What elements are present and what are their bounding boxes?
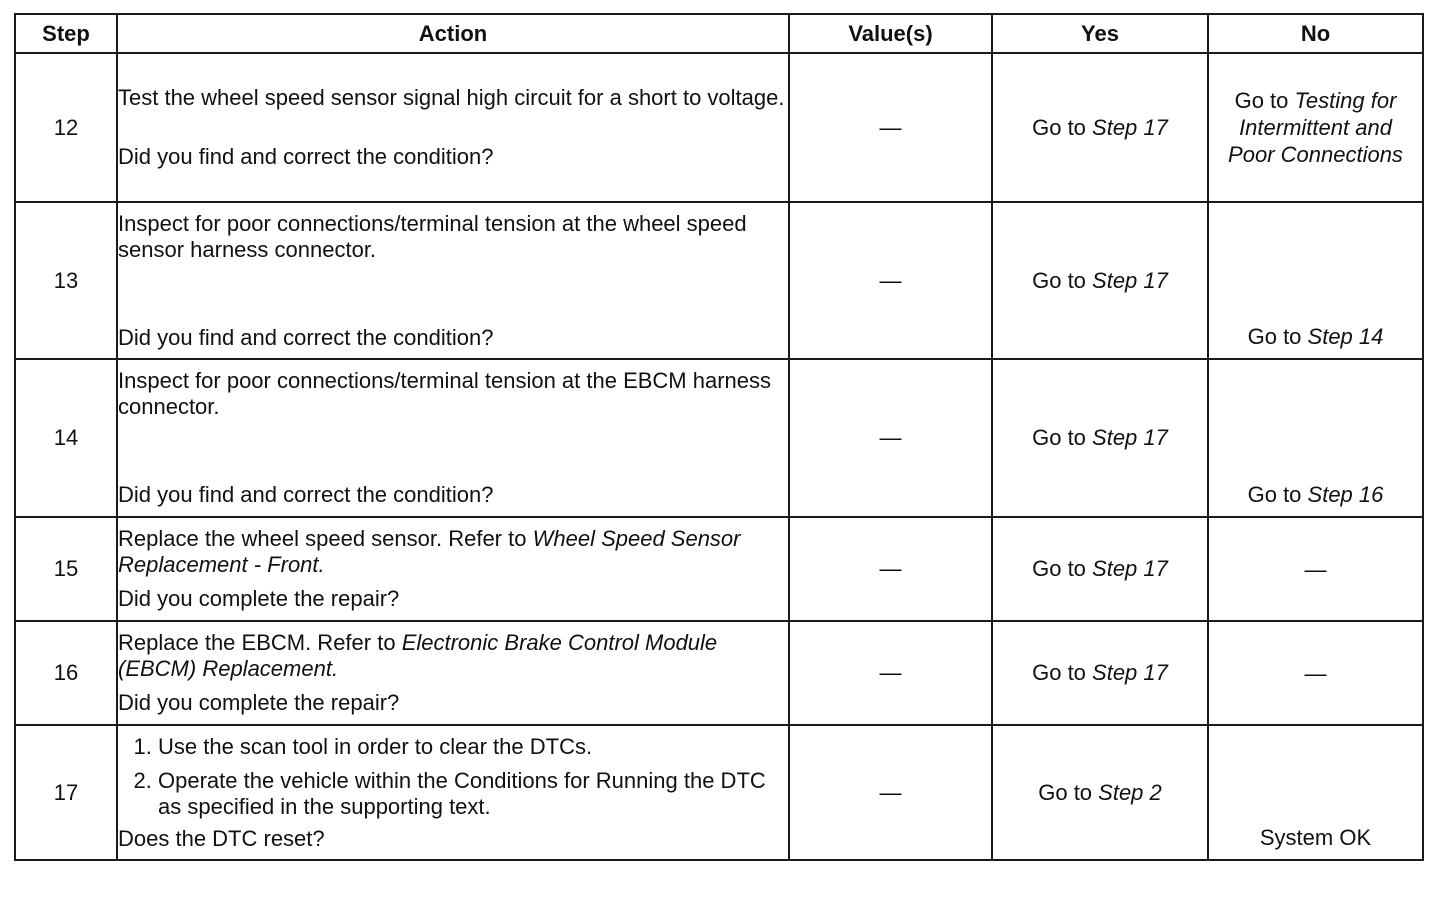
yes-step-link[interactable]: Step 2 (1098, 779, 1162, 805)
no-cell (1208, 202, 1423, 359)
step-number: 14 (15, 359, 117, 517)
yes-prefix: Go to (1032, 114, 1093, 140)
yes-step-link[interactable]: Step 17 (1092, 114, 1168, 140)
value-cell: — (789, 517, 992, 621)
yes-prefix: Go to (1032, 660, 1093, 685)
action-cell (117, 621, 789, 725)
action-text (118, 526, 788, 578)
yes-cell (992, 621, 1208, 725)
action-cell (117, 725, 789, 860)
header-no: No (1208, 14, 1423, 53)
yes-cell (992, 517, 1208, 621)
step-number: 16 (15, 621, 117, 725)
header-values: Value(s) (789, 14, 992, 53)
no-cell: — (1208, 517, 1423, 621)
yes-step-link[interactable]: Step 17 (1092, 660, 1168, 685)
yes-prefix: Go to (1032, 556, 1093, 581)
step-number: 15 (15, 517, 117, 621)
header-row (15, 14, 1423, 53)
table-row-step-13 (15, 202, 1423, 359)
header-step: Step (15, 14, 117, 53)
yes-cell (992, 725, 1208, 860)
yes-prefix: Go to (1032, 267, 1093, 293)
action-cell (117, 359, 789, 517)
no-prefix: Go to (1247, 324, 1308, 349)
no-cell: — (1208, 621, 1423, 725)
action-text-suffix: . (331, 656, 339, 681)
value-cell: — (789, 359, 992, 517)
yes-prefix: Go to (1038, 779, 1099, 805)
diagnostic-table (14, 13, 1424, 861)
action-text-lead: Replace the EBCM. Refer to (118, 630, 402, 655)
action-text: Inspect for poor connections/terminal tension at the EBCM harness connector. (118, 368, 772, 419)
header-action: Action (117, 14, 789, 53)
list-item: 1. Use the scan tool in order to clear the DTCs. (158, 734, 788, 760)
no-step-link[interactable]: Step 16 (1307, 482, 1384, 507)
yes-step-link[interactable]: Step 17 (1092, 267, 1168, 293)
action-question: Does the DTC reset? (118, 825, 325, 851)
action-question: Did you complete the repair? (118, 586, 400, 611)
action-question: Did you find and correct the condition? (118, 144, 494, 169)
value-cell: — (789, 725, 992, 860)
no-cell: System OK (1208, 725, 1423, 860)
action-text-suffix: . (318, 552, 325, 577)
yes-cell (992, 202, 1208, 359)
table-row-step-16 (15, 621, 1423, 725)
action-question: Did you find and correct the condition? (118, 482, 494, 507)
value-cell: — (789, 53, 992, 202)
yes-step-link[interactable]: Step 17 (1092, 556, 1168, 581)
action-text (118, 630, 788, 682)
yes-step-link[interactable]: Step 17 (1092, 425, 1168, 450)
no-step-link[interactable]: Step 14 (1307, 324, 1384, 349)
yes-cell (992, 53, 1208, 202)
no-prefix: Go to (1247, 482, 1308, 507)
action-reference-link[interactable]: Wheel Speed Sensor Replacement - Front (118, 526, 741, 577)
no-prefix: Go to (1234, 88, 1295, 113)
action-cell (117, 517, 789, 621)
step-number: 12 (15, 53, 117, 202)
action-text: Inspect for poor connections/terminal tension at the wheel speed sensor harness connector. (118, 210, 747, 262)
action-step-list (118, 734, 788, 820)
yes-cell (992, 359, 1208, 517)
action-text-lead: Replace the wheel speed sensor. Refer to (118, 526, 533, 551)
table-row-step-17 (15, 725, 1423, 860)
action-question: Did you complete the repair? (118, 690, 400, 715)
action-cell (117, 53, 789, 202)
value-cell: — (789, 621, 992, 725)
table-row-step-14 (15, 359, 1423, 517)
no-reference-link[interactable]: Testing for Intermittent and Poor Connections (1228, 88, 1403, 167)
no-cell (1208, 53, 1423, 202)
step-number: 13 (15, 202, 117, 359)
value-cell: — (789, 202, 992, 359)
table-row-step-12 (15, 53, 1423, 202)
action-reference-link[interactable]: Electronic Brake Control Module (EBCM) Replacement (118, 630, 718, 681)
header-yes: Yes (992, 14, 1208, 53)
yes-prefix: Go to (1032, 425, 1093, 450)
action-text: Test the wheel speed sensor signal high circuit for a short to voltage. (118, 85, 785, 110)
action-cell (117, 202, 789, 359)
list-item: 2. Operate the vehicle within the Conditions for Running the DTC as specified in the supporting text. (158, 768, 788, 820)
action-question: Did you find and correct the condition? (118, 324, 494, 350)
step-number: 17 (15, 725, 117, 860)
no-cell (1208, 359, 1423, 517)
table-row-step-15 (15, 517, 1423, 621)
